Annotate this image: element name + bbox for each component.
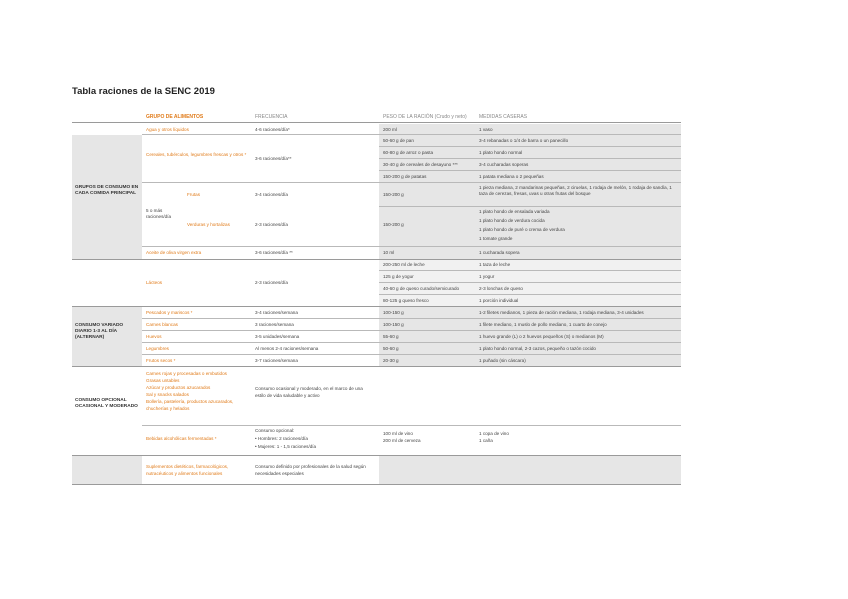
group-shade-1 <box>72 135 142 259</box>
row-medida-agua: 1 vaso <box>479 127 493 132</box>
row-medida-cer3: 3-4 cucharadas soperas <box>479 162 529 167</box>
bebidas-freq-1: Consumo opcional: <box>255 428 295 433</box>
row-peso-carnes: 100-150 g <box>383 322 404 327</box>
suplementos-freq-2: necesidades especiales <box>255 471 304 476</box>
rule <box>72 455 681 456</box>
row-peso-cer3: 30-40 g de cereales de desayuno *** <box>383 162 458 167</box>
rule <box>379 270 681 271</box>
row-peso-cer1: 50-60 g de pan <box>383 138 414 143</box>
bebidas-medida-1: 1 copa de vino <box>479 431 509 436</box>
group-label-1: GRUPOS DE CONSUMO EN CADA COMIDA PRINCIPAL <box>75 185 139 196</box>
row-name-huevos: Huevos <box>146 334 162 339</box>
rule <box>142 354 681 355</box>
header-frecuencia: FRECUENCIA <box>255 114 288 120</box>
row-name-agua: Agua y otros líquidos <box>146 127 189 132</box>
row-medida-cer2: 1 plato hondo normal <box>479 150 523 155</box>
header-medidas: MEDIDAS CASERAS <box>479 114 528 120</box>
row-peso-legumbres: 50-60 g <box>383 346 399 351</box>
row-peso-huevos: 55-60 g <box>383 334 399 339</box>
row-medida-lac3: 2-3 lonchas de queso <box>479 286 523 291</box>
row-peso-cer4: 150-200 g de patatas <box>383 174 427 179</box>
row-medida-legumbres: 1 plato hondo normal, 2-3 cazos, pequeño o tazón cocido <box>479 346 596 351</box>
row-medida-lac1: 1 taza de leche <box>479 262 511 267</box>
rule <box>142 330 681 331</box>
row-peso-lac2: 125 g de yogur <box>383 274 414 279</box>
group-label-2: CONSUMO VARIADO DIARIO 1-3 AL DÍA (ALTERNAR) <box>75 323 124 340</box>
bebidas-peso-1: 100 ml de vino <box>383 431 413 436</box>
page-title: Tabla raciones de la SENC 2019 <box>72 86 215 97</box>
row-name-legumbres: Legumbres <box>146 346 169 351</box>
row-peso-pescados: 100-150 g <box>383 310 404 315</box>
suplementos-name-1: Suplementos dietéticos, farmacológicos, <box>146 464 229 469</box>
row-freq-cereales: 3-6 raciones/día** <box>255 156 292 161</box>
row-freq-frutos: 3-7 raciones/semana <box>255 358 298 363</box>
bebidas-freq-2: • Hombres: 2 raciones/día <box>255 436 308 441</box>
rule <box>142 246 681 247</box>
bebidas-freq-3: • Mujeres: 1 - 1,5 raciones/día <box>255 444 317 449</box>
opcional-item-5: Bollería, pastelería, productos azucarados, <box>146 399 234 404</box>
row-freq-pescados: 3-4 raciones/semana <box>255 310 298 315</box>
row-peso-lac1: 200-250 ml de leche <box>383 262 425 267</box>
opcional-freq-1: Consumo ocasional y moderado, en el marco de una <box>255 386 363 391</box>
rule-bottom <box>72 484 681 485</box>
rule <box>379 146 681 147</box>
row-name-aceite: Aceite de oliva virgen extra <box>146 250 202 255</box>
rule <box>379 206 681 207</box>
row-medida-verduras-1: 1 plato hondo de ensalada variada <box>479 209 550 214</box>
opcional-item-1: Carnes rojas y procesadas o embutidos <box>146 371 227 376</box>
rule <box>142 342 681 343</box>
row-name-verduras: Verduras y hortalizas <box>187 222 230 227</box>
row-name-pescados: Pescados y mariscos * <box>146 310 193 315</box>
row-name-frutas: Frutas <box>187 192 201 197</box>
rule <box>379 294 681 295</box>
rule <box>142 425 681 426</box>
row-name-lacteos: Lácteos <box>146 280 163 285</box>
row-name-bebidas: Bebidas alcohólicas fermentadas * <box>146 436 217 441</box>
suplementos-name-2: nutracéuticos y alimentos funcionales <box>146 471 223 476</box>
rule <box>142 318 681 319</box>
row-medida-cer4: 1 patata mediana o 2 pequeñas <box>479 174 544 179</box>
opcional-item-2: Grasas untables <box>146 378 180 383</box>
rule <box>379 158 681 159</box>
row-freq-frutas: 3-4 raciones/día <box>255 192 288 197</box>
row-name-cereales: Cereales, tubérculos, legumbres frescas y otros * <box>146 152 247 157</box>
opcional-item-6: chucherías y helados <box>146 406 190 411</box>
rule <box>142 182 681 183</box>
rule-top <box>72 122 681 123</box>
bebidas-peso-2: 200 ml de cerveza <box>383 438 421 443</box>
rule <box>72 259 681 260</box>
rule <box>379 170 681 171</box>
opcional-item-3: Azúcar y productos azucarados <box>146 385 211 390</box>
fyv-label: 5 o más raciones/día <box>146 208 172 219</box>
header-peso: PESO DE LA RACIÓN (Crudo y neto) <box>383 114 467 120</box>
row-freq-aceite: 3-6 raciones/día ** <box>255 250 293 255</box>
row-medida-pescados: 1-2 filetes medianos, 1 pieza de ración mediana, 1 rodaja mediana, 3-4 unidades <box>479 310 644 315</box>
row-medida-cer1: 3-4 rebanadas o 1/4 de barra o un panecillo <box>479 138 569 143</box>
row-freq-carnes: 3 raciones/semana <box>255 322 294 327</box>
bebidas-medida-2: 1 caña <box>479 438 493 443</box>
opcional-item-4: Sal y snacks salados <box>146 392 189 397</box>
row-medida-lac2: 1 yogur <box>479 274 495 279</box>
row-freq-legumbres: Al menos 2-4 raciones/semana <box>255 346 319 351</box>
row-freq-lacteos: 2-3 raciones/día <box>255 280 288 285</box>
row-peso-agua: 200 ml <box>383 127 397 132</box>
row-medida-frutas: 1 pieza mediana, 2 mandarinas pequeñas, 2 ciruelas, 1 rodaja de melón, 1 rodaja de sandía, 1 taza de cerezas, fresas, uvas u otras frutas del bosque <box>479 185 672 196</box>
row-peso-aceite: 10 ml <box>383 250 395 255</box>
rule <box>72 306 681 307</box>
row-medida-verduras-2: 1 plato hondo de verdura cocida <box>479 218 545 223</box>
row-peso-lac3: 40-60 g de queso curado/semicurado <box>383 286 460 291</box>
row-medida-verduras-3: 1 plato hondo de puré o crema de verdura <box>479 227 565 232</box>
row-freq-agua: 4-6 raciones/día* <box>255 127 290 132</box>
group-shade-3 <box>72 455 142 484</box>
group-label-3: CONSUMO OPCIONAL OCASIONAL Y MODERADO <box>75 398 138 409</box>
peso-shade-3 <box>379 455 681 484</box>
row-peso-verduras: 150-200 g <box>383 222 404 227</box>
row-peso-lac4: 80-125 g queso fresco <box>383 298 429 303</box>
row-medida-aceite: 1 cucharada sopera <box>479 250 520 255</box>
rule <box>72 366 681 367</box>
row-medida-huevos: 1 huevo grande (L) o 2 huevos pequeños (S) o medianos (M) <box>479 334 604 339</box>
row-medida-verduras-4: 1 tomate grande <box>479 236 513 241</box>
opcional-freq-2: estilo de vida saludable y activo <box>255 393 320 398</box>
rule <box>379 282 681 283</box>
row-medida-lac4: 1 porción individual <box>479 298 519 303</box>
row-medida-carnes: 1 filete mediano, 1 muslo de pollo mediano, 1 cuarto de conejo <box>479 322 607 327</box>
row-peso-frutas: 150-200 g <box>383 192 404 197</box>
row-name-carnes: Carnes blancas <box>146 322 178 327</box>
header-grupo: GRUPO DE ALIMENTOS <box>146 114 204 120</box>
rule <box>142 134 681 135</box>
row-peso-cer2: 60-80 g de arroz o pasta <box>383 150 434 155</box>
row-peso-frutos: 20-30 g <box>383 358 399 363</box>
row-freq-huevos: 3-5 unidades/semana <box>255 334 300 339</box>
row-name-frutos: Frutos secos * <box>146 358 176 363</box>
row-medida-frutos: 1 puñado (sin cáscara) <box>479 358 526 363</box>
row-freq-verduras: 2-3 raciones/día <box>255 222 288 227</box>
suplementos-freq-1: Consumo definido por profesionales de la salud según <box>255 464 366 469</box>
